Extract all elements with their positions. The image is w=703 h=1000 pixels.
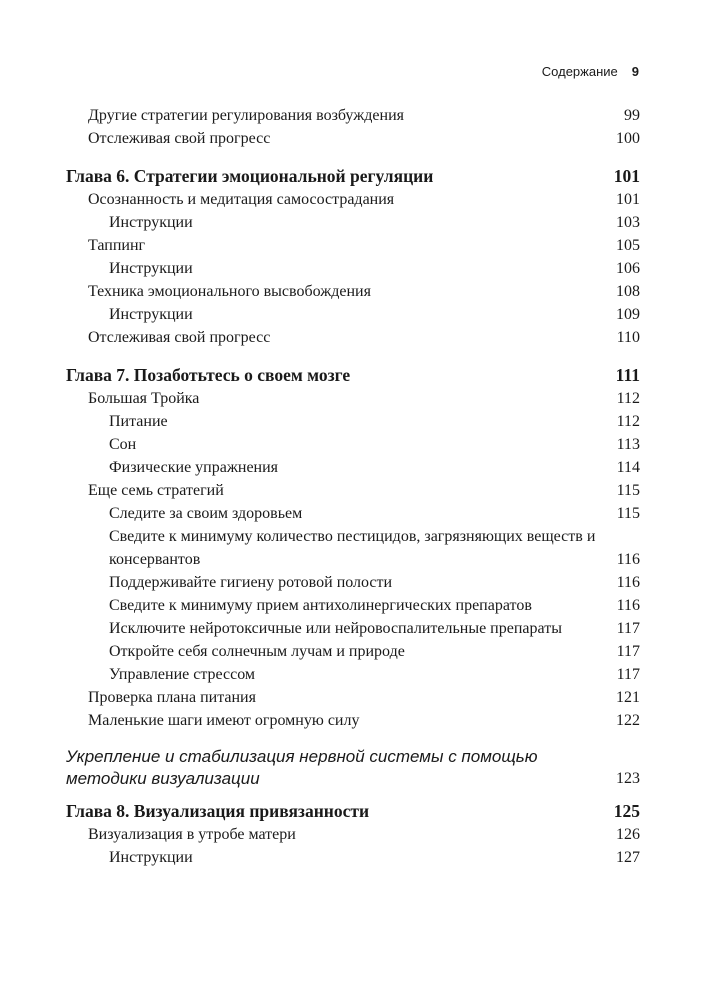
toc-subentry-page: 116 [616, 574, 640, 591]
toc-entry-title: Отслеживая свой прогресс [88, 329, 271, 346]
toc-subentry-title: Питание [109, 413, 168, 430]
toc-subentry-page: 103 [616, 214, 640, 231]
part-title: Укрепление и стабилизация нервной системы с помощью методики визуализации [66, 747, 538, 788]
toc-entry-title: Таппинг [88, 237, 146, 254]
toc-subentry-title: Поддерживайте гигиену ротовой полости [109, 574, 393, 591]
toc-entry-title: Проверка плана питания [88, 689, 256, 706]
toc-subentry [66, 846, 640, 869]
toc-subentry [66, 594, 640, 617]
toc-subentry-title: Следите за своим здоровьем [109, 505, 303, 522]
toc-subentry-title: Откройте себя солнечным лучам и природе [109, 643, 405, 660]
toc-subentry-title: Инструкции [109, 849, 193, 866]
part-page: 123 [616, 770, 640, 787]
toc-subentry-page: 115 [616, 505, 640, 522]
toc-entry-title: Большая Тройка [88, 390, 200, 407]
chapter-page: 111 [615, 365, 640, 385]
toc-entry-title: Техника эмоционального высвобождения [88, 283, 371, 300]
toc-entry-page: 101 [616, 191, 640, 208]
toc-subentry [66, 433, 640, 456]
toc-subentry [66, 525, 640, 571]
page-number: 9 [631, 64, 639, 79]
toc-entry [66, 104, 640, 127]
toc-subentry [66, 410, 640, 433]
toc-entry-title: Отслеживая свой прогресс [88, 130, 271, 147]
toc-part [66, 746, 640, 790]
toc-subentry-title: Инструкции [109, 306, 193, 323]
toc-entry-page: 112 [616, 390, 640, 407]
toc-entry-page: 121 [616, 689, 640, 706]
toc-entry-page: 100 [616, 130, 640, 147]
toc-entry-title: Еще семь стратегий [88, 482, 224, 499]
toc-subentry-page: 106 [616, 260, 640, 277]
toc-subentry [66, 617, 640, 640]
toc-subentry [66, 640, 640, 663]
toc-subentry-page: 112 [616, 413, 640, 430]
toc-subentry-page: 109 [616, 306, 640, 323]
toc-subentry-title: Сведите к минимуму количество пестицидов, загрязняющих веществ и консервантов [109, 528, 596, 568]
toc-subentry-title: Инструкции [109, 260, 193, 277]
toc-entry-title: Визуализация в утробе матери [88, 826, 296, 843]
toc-subentry-page: 116 [616, 597, 640, 614]
toc-entry [66, 234, 640, 257]
toc-entry [66, 823, 640, 846]
toc-subentry [66, 303, 640, 326]
toc-subentry [66, 663, 640, 686]
running-header [542, 64, 639, 79]
toc-subentry-title: Инструкции [109, 214, 193, 231]
toc-subentry-page: 117 [616, 643, 640, 660]
toc-entry-page: 108 [616, 283, 640, 300]
toc-entry [66, 686, 640, 709]
toc-chapter [66, 799, 640, 823]
toc-entry-page: 122 [616, 712, 640, 729]
toc-subentry-title: Исключите нейротоксичные или нейровоспалительные препараты [109, 620, 562, 637]
toc-entry-title: Осознанность и медитация самосострадания [88, 191, 395, 208]
toc-entry [66, 326, 640, 349]
toc-subentry-page: 114 [616, 459, 640, 476]
chapter-title: Глава 7. Позаботьтесь о своем мозге [66, 365, 351, 385]
toc-subentry-title: Сведите к минимуму прием антихолинергических препаратов [109, 597, 532, 614]
toc-entry [66, 127, 640, 150]
toc-subentry-page: 113 [616, 436, 640, 453]
toc-entry [66, 709, 640, 732]
toc-subentry-page: 117 [616, 666, 640, 683]
toc-entry-page: 105 [616, 237, 640, 254]
section-title: Содержание [541, 64, 618, 79]
toc-entry-page: 99 [624, 107, 640, 124]
toc-subentry [66, 571, 640, 594]
chapter-page: 125 [613, 801, 640, 821]
toc-chapter [66, 164, 640, 188]
toc-subentry-page: 117 [616, 620, 640, 637]
toc-entry [66, 188, 640, 211]
toc-entry-title: Другие стратегии регулирования возбуждения [88, 107, 404, 124]
toc-subentry-title: Управление стрессом [109, 666, 256, 683]
toc-subentry [66, 211, 640, 234]
toc-entry [66, 479, 640, 502]
toc-entry-page: 115 [616, 482, 640, 499]
toc-subentry [66, 456, 640, 479]
toc-subentry-title: Сон [109, 436, 137, 453]
table-of-contents [66, 104, 640, 869]
toc-subentry [66, 257, 640, 280]
toc-chapter [66, 363, 640, 387]
toc-entry-page: 110 [616, 329, 640, 346]
toc-subentry-page: 116 [616, 551, 640, 568]
toc-subentry-title: Физические упражнения [109, 459, 279, 476]
toc-subentry-page: 127 [616, 849, 640, 866]
toc-entry [66, 280, 640, 303]
toc-entry-page: 126 [616, 826, 640, 843]
toc-subentry [66, 502, 640, 525]
chapter-title: Глава 6. Стратегии эмоциональной регуляции [66, 166, 434, 186]
chapter-page: 101 [613, 166, 640, 186]
toc-entry-title: Маленькие шаги имеют огромную силу [88, 712, 360, 729]
chapter-title: Глава 8. Визуализация привязанности [66, 801, 370, 821]
toc-entry [66, 387, 640, 410]
